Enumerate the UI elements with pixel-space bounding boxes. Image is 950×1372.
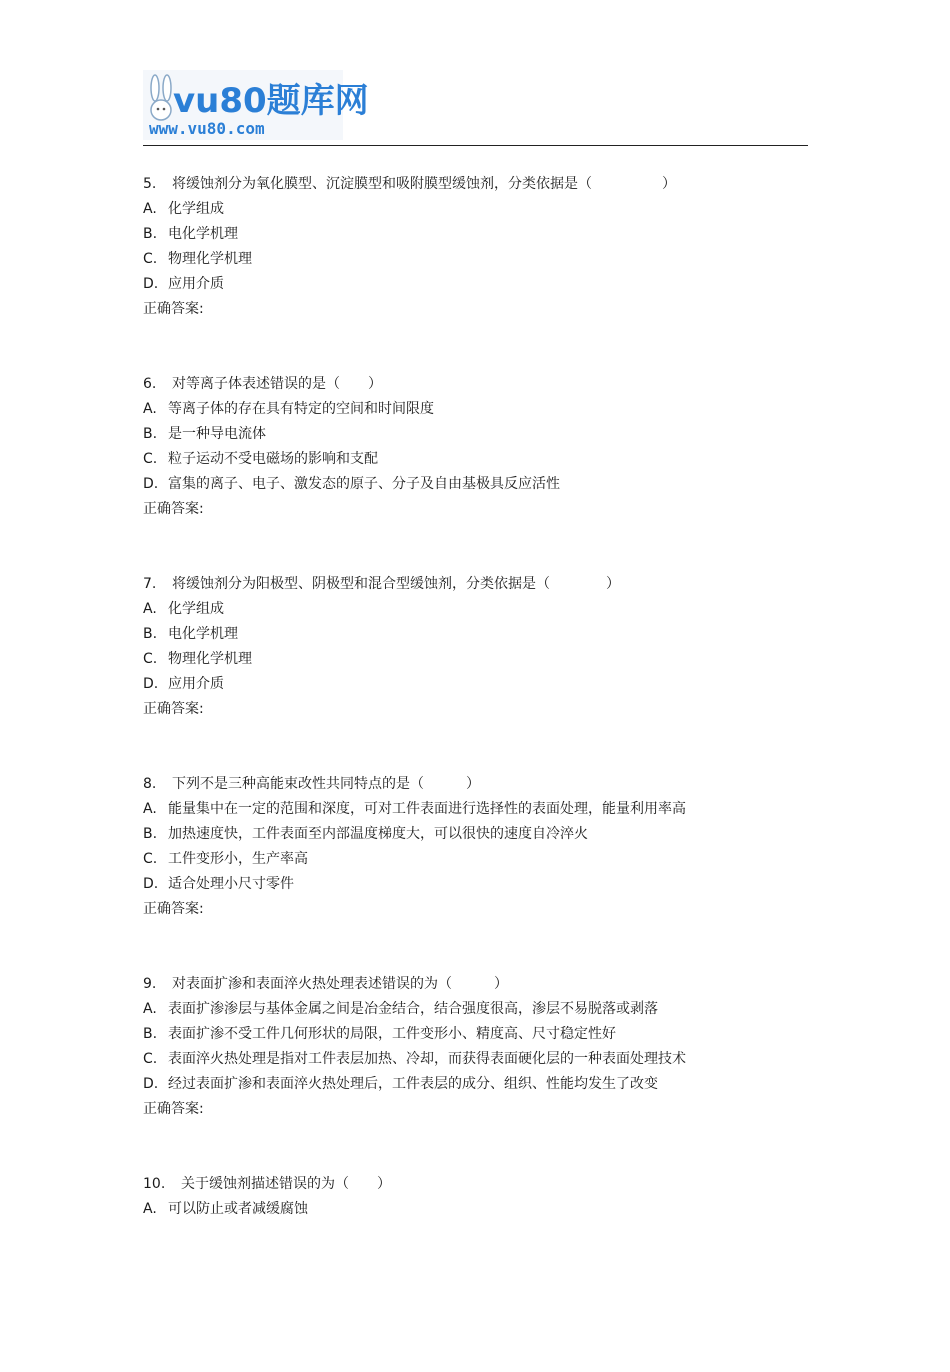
option-text: 应用介质 — [168, 276, 224, 292]
option-text: 表面扩渗渗层与基体金属之间是冶金结合，结合强度很高，渗层不易脱落或剥落 — [168, 1001, 658, 1017]
option-c — [143, 1047, 808, 1072]
question-9 — [143, 972, 808, 1172]
option-letter: C. — [143, 1051, 158, 1067]
option-text: 化学组成 — [168, 201, 224, 217]
option-text: 工件变形小，生产率高 — [168, 851, 308, 867]
question-6 — [143, 372, 808, 572]
answer-label: 正确答案: — [143, 1101, 204, 1117]
question-5 — [143, 172, 808, 372]
option-a — [143, 397, 808, 422]
option-text: 富集的离子、电子、激发态的原子、分子及自由基极具反应活性 — [168, 476, 560, 492]
option-text: 表面淬火热处理是指对工件表层加热、冷却，而获得表面硬化层的一种表面处理技术 — [168, 1051, 686, 1067]
answer-label: 正确答案: — [143, 901, 204, 917]
option-a — [143, 997, 808, 1022]
question-text: 对等离子体表述错误的是（ ） — [172, 376, 382, 392]
option-text: 物理化学机理 — [168, 251, 252, 267]
option-c — [143, 447, 808, 472]
option-b — [143, 1022, 808, 1047]
option-letter: B. — [143, 426, 158, 442]
question-number: 5. — [143, 176, 157, 192]
answer-label: 正确答案: — [143, 501, 204, 517]
question-stem — [143, 1172, 808, 1197]
option-letter: B. — [143, 626, 158, 642]
option-letter: A. — [143, 801, 157, 817]
option-letter: A. — [143, 1201, 157, 1217]
question-stem — [143, 372, 808, 397]
question-stem — [143, 972, 808, 997]
option-c — [143, 847, 808, 872]
option-letter: A. — [143, 401, 157, 417]
option-text: 是一种导电流体 — [168, 426, 266, 442]
vu80-logo — [143, 70, 369, 140]
option-text: 应用介质 — [168, 676, 224, 692]
option-letter: D. — [143, 476, 159, 492]
page-header — [143, 70, 808, 146]
question-number: 8. — [143, 776, 157, 792]
header-divider — [143, 145, 808, 146]
option-b — [143, 622, 808, 647]
option-d — [143, 672, 808, 697]
option-text: 经过表面扩渗和表面淬火热处理后，工件表层的成分、组织、性能均发生了改变 — [168, 1076, 658, 1092]
question-number: 10. — [143, 1176, 166, 1192]
answer-label: 正确答案: — [143, 301, 204, 317]
question-stem — [143, 772, 808, 797]
option-a — [143, 797, 808, 822]
option-letter: C. — [143, 451, 158, 467]
option-text: 物理化学机理 — [168, 651, 252, 667]
question-text: 对表面扩渗和表面淬火热处理表述错误的为（ ） — [172, 976, 508, 992]
question-7 — [143, 572, 808, 772]
option-letter: C. — [143, 851, 158, 867]
question-8 — [143, 772, 808, 972]
question-stem — [143, 172, 808, 197]
question-text: 将缓蚀剂分为氧化膜型、沉淀膜型和吸附膜型缓蚀剂，分类依据是（ ） — [172, 176, 676, 192]
option-letter: D. — [143, 676, 159, 692]
option-letter: C. — [143, 251, 158, 267]
question-number: 7. — [143, 576, 157, 592]
option-text: 加热速度快，工件表面至内部温度梯度大，可以很快的速度自冷淬火 — [168, 826, 588, 842]
option-d — [143, 472, 808, 497]
option-text: 等离子体的存在具有特定的空间和时间限度 — [168, 401, 434, 417]
question-text: 关于缓蚀剂描述错误的为（ ） — [181, 1176, 391, 1192]
option-b — [143, 422, 808, 447]
option-d — [143, 1072, 808, 1097]
question-stem — [143, 572, 808, 597]
option-b — [143, 222, 808, 247]
option-a — [143, 597, 808, 622]
option-b — [143, 822, 808, 847]
question-number: 9. — [143, 976, 157, 992]
option-letter: D. — [143, 876, 159, 892]
option-text: 表面扩渗不受工件几何形状的局限，工件变形小、精度高、尺寸稳定性好 — [168, 1026, 616, 1042]
option-letter: B. — [143, 226, 158, 242]
option-letter: B. — [143, 1026, 158, 1042]
answer-label: 正确答案: — [143, 701, 204, 717]
option-letter: A. — [143, 201, 157, 217]
option-text: 可以防止或者减缓腐蚀 — [168, 1201, 308, 1217]
option-letter: C. — [143, 651, 158, 667]
option-a — [143, 197, 808, 222]
question-number: 6. — [143, 376, 157, 392]
option-text: 能量集中在一定的范围和深度，可对工件表面进行选择性的表面处理，能量利用率高 — [168, 801, 686, 817]
option-c — [143, 647, 808, 672]
question-text: 将缓蚀剂分为阳极型、阴极型和混合型缓蚀剂，分类依据是（ ） — [172, 576, 620, 592]
option-text: 化学组成 — [168, 601, 224, 617]
option-letter: A. — [143, 1001, 157, 1017]
question-list — [143, 172, 808, 1372]
option-d — [143, 272, 808, 297]
option-text: 电化学机理 — [168, 226, 238, 242]
option-letter: D. — [143, 1076, 159, 1092]
question-10 — [143, 1172, 808, 1372]
option-a — [143, 1197, 808, 1222]
svg-text:vu80题库网: vu80题库网 — [173, 81, 369, 121]
option-c — [143, 247, 808, 272]
option-text: 适合处理小尺寸零件 — [168, 876, 294, 892]
option-text: 粒子运动不受电磁场的影响和支配 — [168, 451, 378, 467]
svg-text:www.vu80.com: www.vu80.com — [149, 119, 265, 138]
option-text: 电化学机理 — [168, 626, 238, 642]
option-d — [143, 872, 808, 897]
option-letter: A. — [143, 601, 157, 617]
question-text: 下列不是三种高能束改性共同特点的是（ ） — [172, 776, 480, 792]
option-letter: B. — [143, 826, 158, 842]
option-letter: D. — [143, 276, 159, 292]
